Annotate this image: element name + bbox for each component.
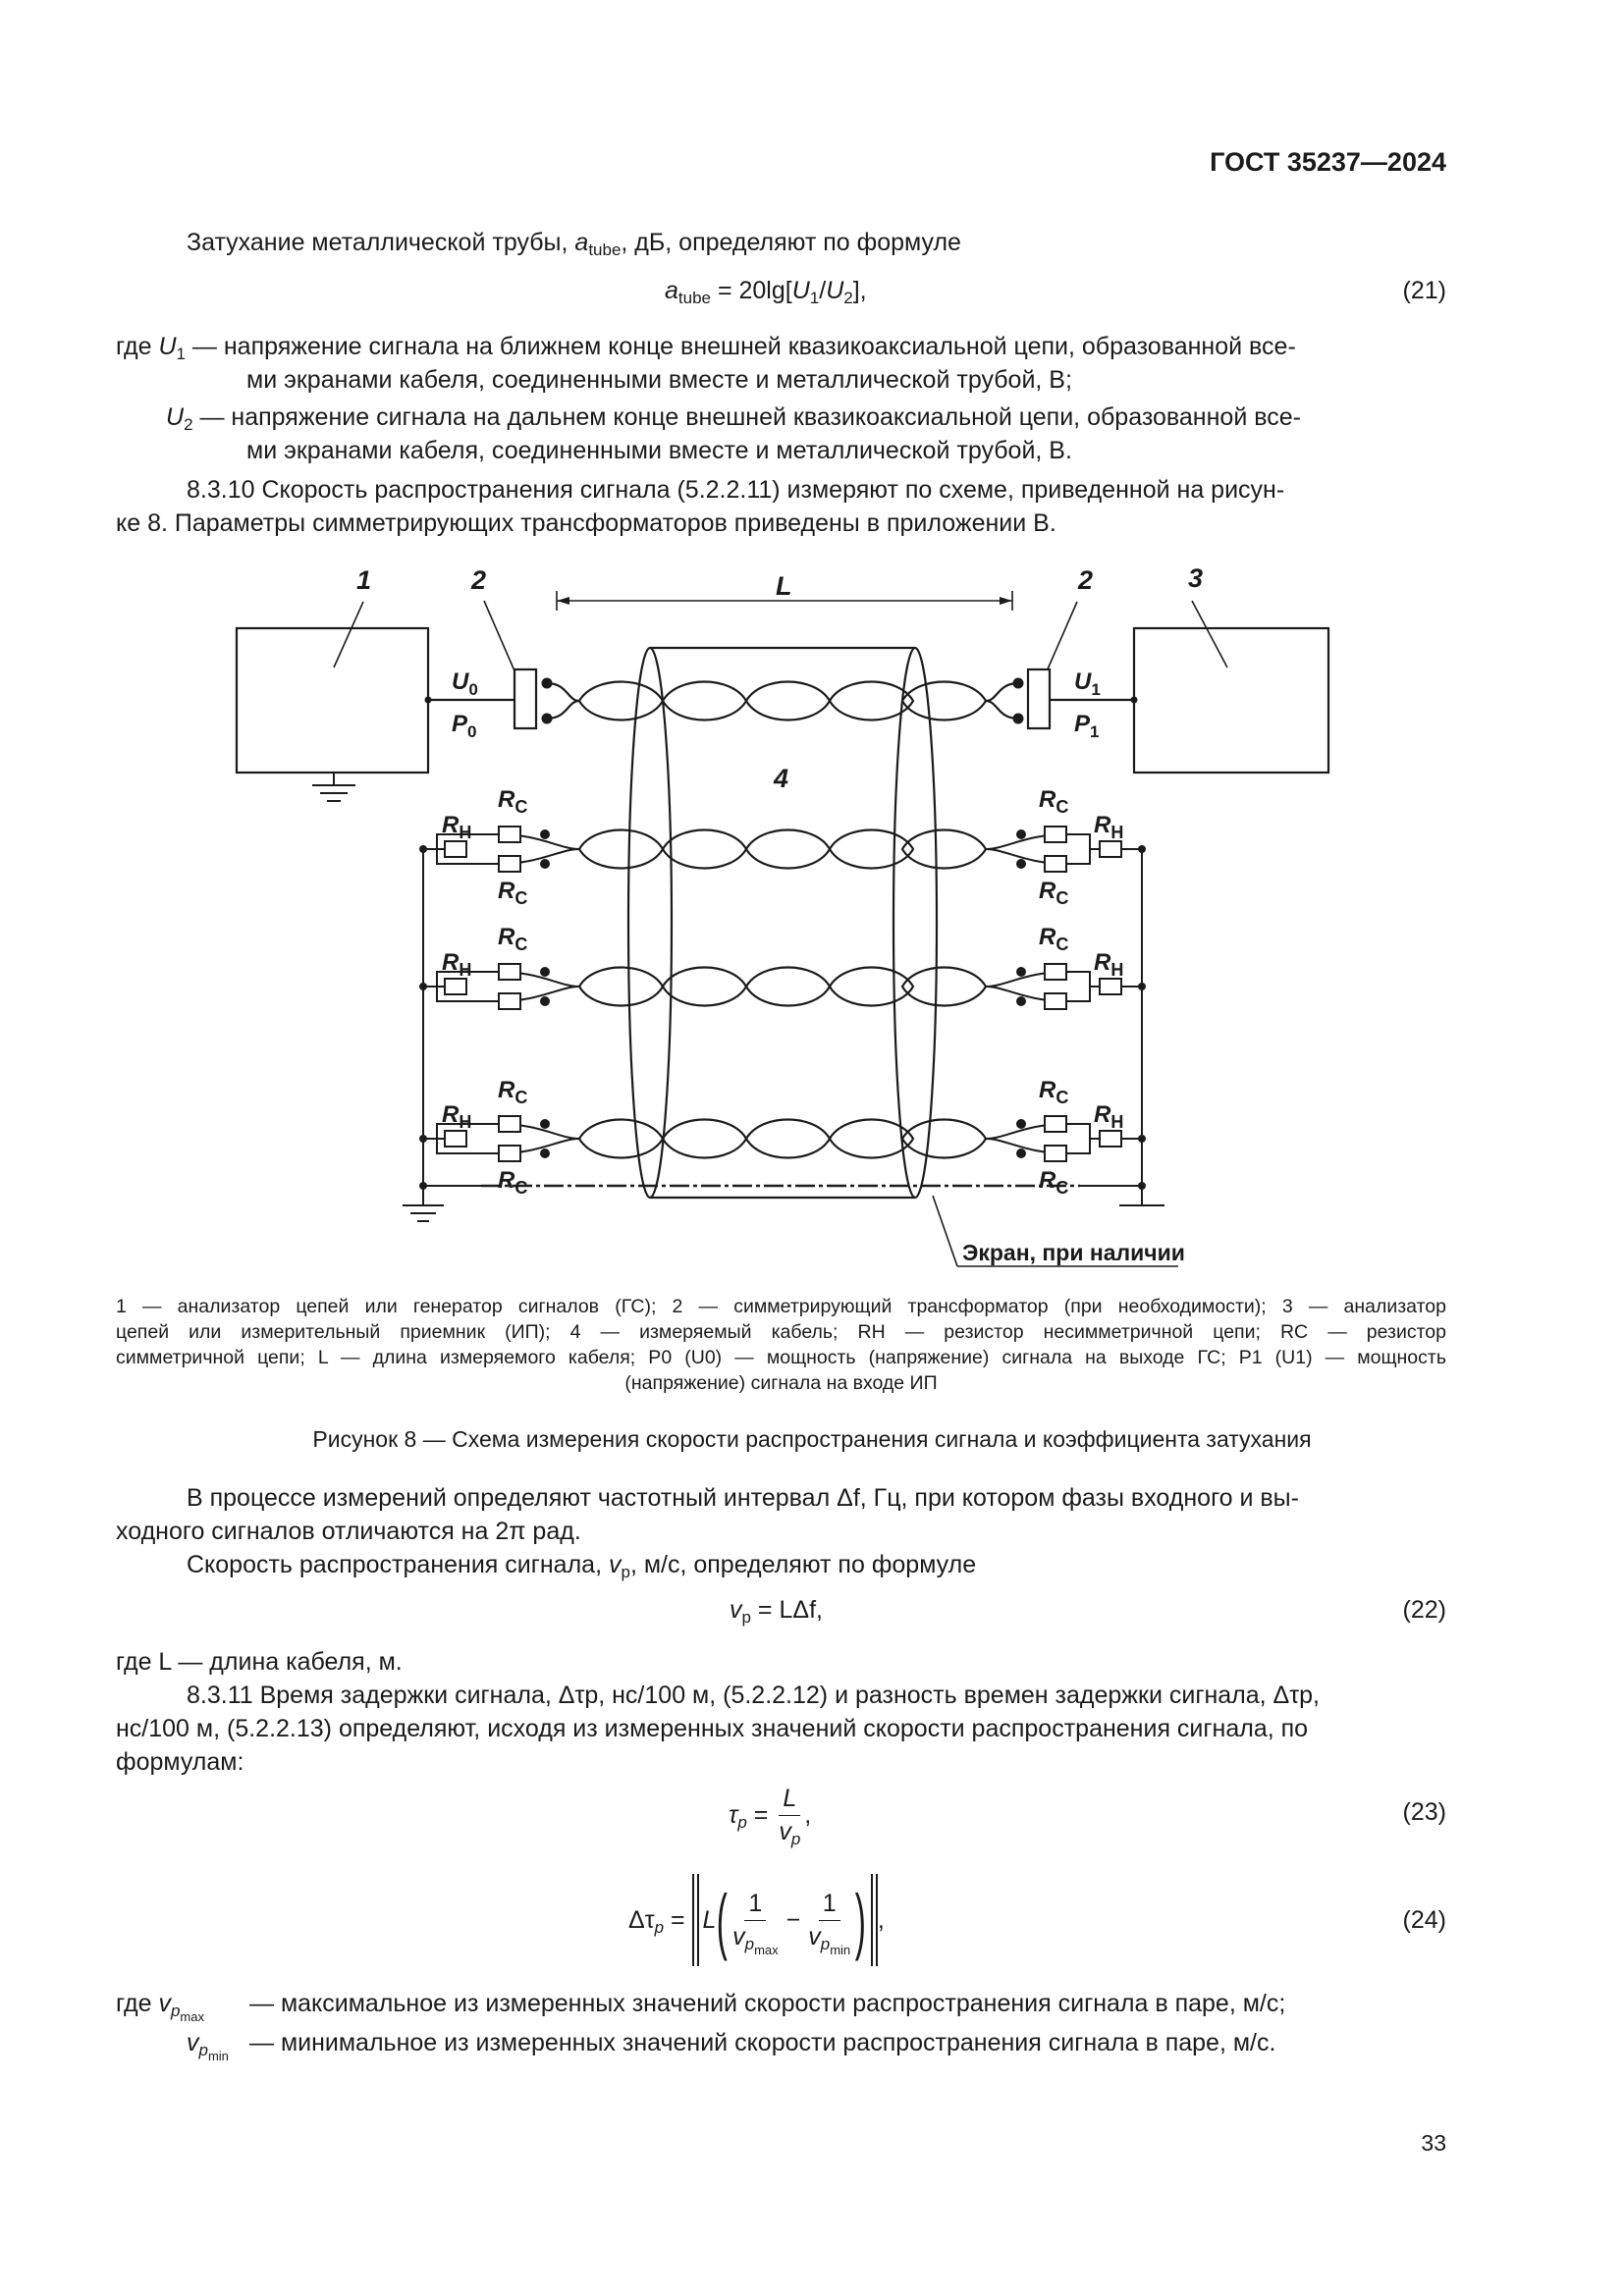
terminated-pair-3 [579, 1120, 986, 1158]
label-3: 3 [1188, 563, 1204, 593]
para-8-3-11-line2: нс/100 м, (5.2.2.13) определяют, исходя из измеренных значений скорости распространения сигнала, по [116, 1715, 1309, 1742]
where-u2-line2: ми экранами кабеля, соединенными вместе и металлической трубой, В. [246, 437, 1072, 464]
speed-paragraph: Скорость распространения сигнала, $v_p$, м/с, определяют по формуле [187, 1551, 977, 1581]
equation-24-number: (24) [1402, 1906, 1446, 1934]
interval-line2: ходного сигналов отличаются на 2π рад. [116, 1518, 581, 1545]
svg-text:RС: $R_С$ [498, 1167, 528, 1198]
screen-label: Экран, при наличии [962, 1240, 1185, 1265]
transformer-left [514, 669, 536, 728]
where-u2-line1: $U_2$ — напряжение сигнала на дальнем конце внешней квазикоаксиальной цепи, образованной все- [166, 403, 1301, 434]
svg-text:RН: $R_Н$ [442, 812, 472, 842]
equation-21: $a_{tube} = 20\lg[U_1/U_2]$, [665, 277, 867, 307]
cable-end-right [893, 648, 937, 1198]
where-vmin: $v_{p_{min}}$ [187, 2029, 229, 2063]
where-u1-line1: где $U_1$ — напряжение сигнала на ближнем конце внешней квазикоаксиальной цепи, образованной все- [116, 333, 1296, 363]
analyzer-block-right [1134, 628, 1328, 773]
analyzer-block-left [237, 628, 428, 773]
where-u1-line2: ми экранами кабеля, соединенными вместе и металлической трубой, В; [246, 366, 1072, 394]
label-2-right: 2 [1078, 565, 1094, 595]
svg-text:U1: $U_1$ [1074, 668, 1101, 699]
where-vmin-text: — минимальное из измеренных значений скорости распространения сигнала в паре, м/с. [249, 2029, 1276, 2056]
where-vmax-text: — максимальное из измеренных значений скорости распространения сигнала в паре, м/с; [249, 1990, 1286, 2017]
tube-paragraph: Затухание металлической трубы, $a_{tube}$, дБ, определяют по формуле [187, 229, 961, 259]
label-2-left: 2 [471, 565, 487, 595]
svg-text:P0: $P_0$ [452, 711, 477, 741]
para-8-3-11-line1: 8.3.11 Время задержки сигнала, Δτp, нс/100 м, (5.2.2.12) и разность времен задержки сигнала, Δτp, [187, 1682, 1320, 1709]
svg-text:RН: $R_Н$ [442, 1101, 472, 1132]
equation-23: $\tau_p$ = $\frac{L}{v_p}$ , [729, 1785, 812, 1848]
svg-text:P1: $P_1$ [1074, 711, 1100, 741]
svg-text:RС: $R_С$ [1039, 786, 1069, 817]
label-L: L [776, 571, 792, 601]
figure-caption: 1 — анализатор цепей или генератор сигналов (ГС); 2 — симметрирующий трансформатор (при необходимости); 3 — анализатор цепей или измерительный приемник (ИП); 4 — измеряемый кабель; RН — резистор несимметричной цепи; RС — резистор симметричной цепи; L — длина измеряемого кабеля; P0 (U0) — мощность (напряжение) сигнала на выходе ГС; P1 (U1) — мощность (напряжение) сигнала на входе ИП [116, 1296, 1446, 1394]
svg-text:RС: $R_С$ [1039, 1167, 1069, 1198]
svg-text:RН: $R_Н$ [1094, 812, 1124, 842]
label-4: 4 [774, 764, 789, 793]
equation-22-number: (22) [1402, 1596, 1446, 1624]
svg-text:RС: $R_С$ [498, 878, 528, 908]
where-L: где L — длина кабеля, м. [116, 1648, 403, 1676]
svg-text:RН: $R_Н$ [1094, 1101, 1124, 1132]
equation-23-number: (23) [1402, 1798, 1446, 1826]
interval-line1: В процессе измерений определяют частотный интервал Δf, Гц, при котором фазы входного и вы- [187, 1484, 1299, 1512]
figure-8-diagram [0, 550, 1624, 1281]
svg-text:RН: $R_Н$ [1094, 949, 1124, 980]
document-header: ГОСТ 35237—2024 [1210, 147, 1446, 177]
cable-end-left [628, 648, 672, 1198]
equation-24: $\Delta\tau_p$ = L ( $\frac{1}{v_{p_{max}}}$ − $\frac{1}{v_{p_{min}}}$ ) , [628, 1873, 885, 1967]
page-number: 33 [1421, 2130, 1446, 2156]
equation-22: $v_p = L\Delta f$, [730, 1596, 823, 1627]
svg-text:RС: $R_С$ [498, 786, 528, 817]
para-8-3-11-line3: формулам: [116, 1748, 244, 1776]
svg-text:U0: $U_0$ [452, 668, 478, 699]
para-8-3-10-line2: ке 8. Параметры симметрирующих трансформаторов приведены в приложении В. [116, 509, 1056, 537]
svg-text:RС: $R_С$ [1039, 1077, 1069, 1107]
equation-21-number: (21) [1402, 277, 1446, 304]
label-1: 1 [356, 565, 372, 595]
figure-title: Рисунок 8 — Схема измерения скорости распространения сигнала и коэффициента затухания [312, 1426, 1312, 1452]
terminated-pair-1 [579, 830, 986, 869]
svg-text:RС: $R_С$ [498, 1077, 528, 1107]
terminated-pair-2 [579, 968, 986, 1006]
resistor-labels [442, 786, 1123, 1198]
para-8-3-10-line1: 8.3.10 Скорость распространения сигнала (5.2.2.11) измеряют по схеме, приведенной на рисун- [187, 476, 1285, 504]
where-vmax: где $v_{p_{max}}$ [116, 1990, 204, 2024]
transformer-right [1028, 669, 1050, 728]
svg-text:RС: $R_С$ [1039, 878, 1069, 908]
svg-text:RН: $R_Н$ [442, 949, 472, 980]
svg-text:RС: $R_С$ [498, 924, 528, 954]
svg-text:RС: $R_С$ [1039, 924, 1069, 954]
